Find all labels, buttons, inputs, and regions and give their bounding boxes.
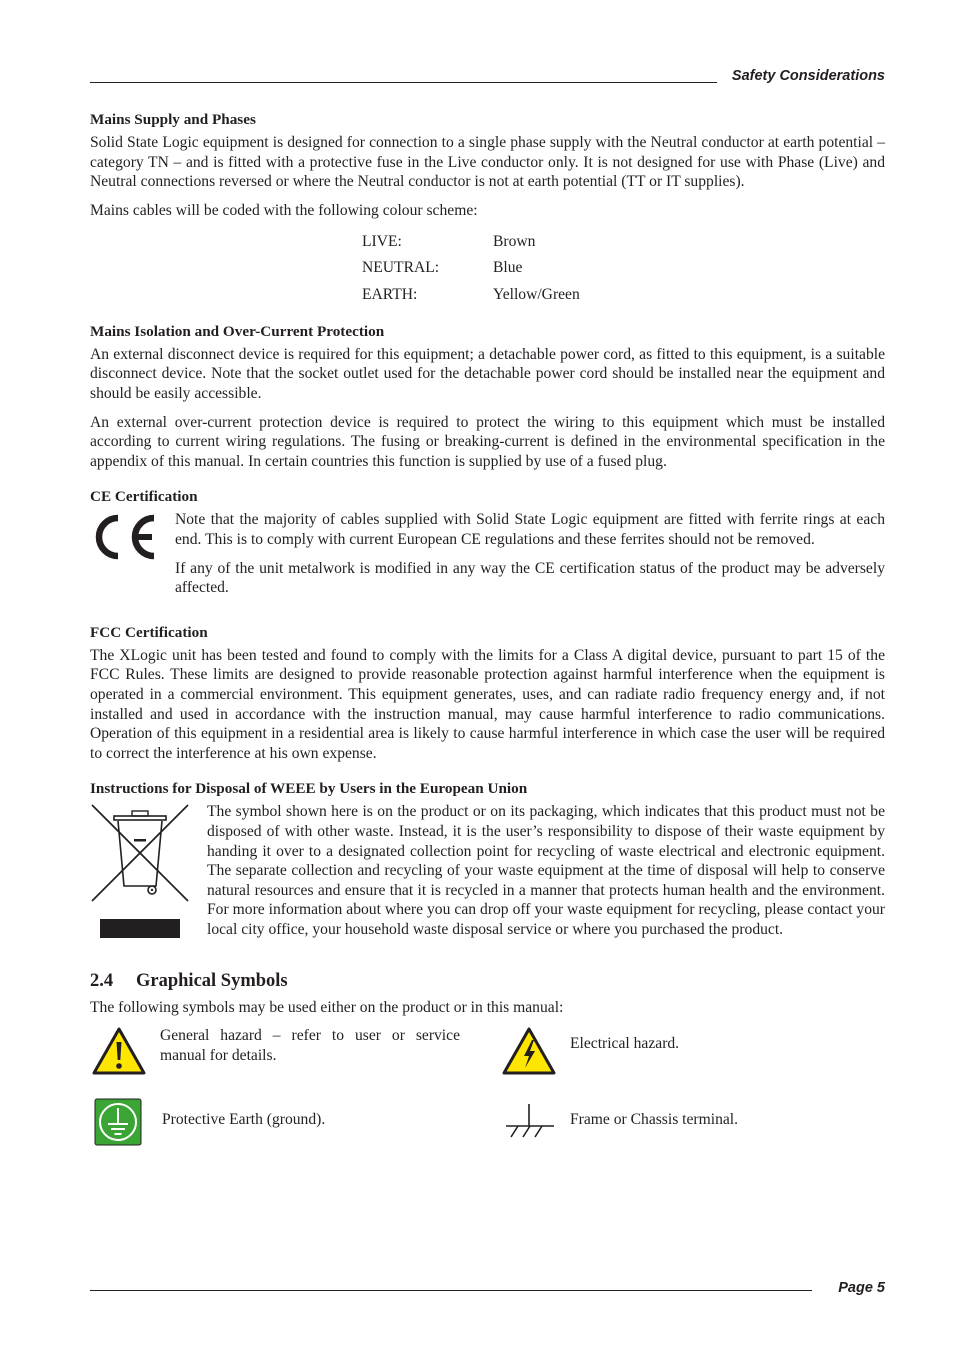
- fcc-para: The XLogic unit has been tested and found to comply with the limits for a Class A digital device, pursuant to part 15 of the FCC Rules. These limits are designed to provide reasonable protection against harmful interference when the equipment is operated in a commercial environment. This equipment generates, uses, and can radiate radio frequency energy and, if not installed and used in accordance with the instruction manual, may cause harmful interference to radio communications. Operation of this equipment in a residential area is likely to cause harmful interference in which case the user will be required to correct the interference at his own expense.: [90, 646, 885, 762]
- colour-value: Blue: [493, 259, 523, 277]
- colour-value: Brown: [493, 232, 536, 250]
- header-title: Safety Considerations: [731, 68, 885, 84]
- mains-para-2: Mains cables will be coded with the following colour scheme:: [90, 201, 478, 219]
- ce-section: [90, 487, 885, 606]
- header-rule: [90, 82, 717, 83]
- colour-label: EARTH:: [362, 285, 418, 303]
- symbol-protective-earth: [94, 1098, 460, 1151]
- colour-scheme-table: [362, 228, 580, 308]
- colour-label: LIVE:: [362, 232, 402, 250]
- section-number: 2.4: [90, 970, 114, 991]
- symbols-grid: [90, 1026, 885, 1166]
- weee-text: [207, 802, 885, 948]
- section-title: [90, 969, 885, 993]
- mains-heading: Mains Supply and Phases: [90, 111, 256, 128]
- ce-heading: CE Certification: [90, 488, 198, 506]
- electrical-hazard-icon: [502, 1026, 570, 1081]
- colour-row: [362, 281, 580, 308]
- ce-para-1: Note that the majority of cables supplied with Solid State Logic equipment are fitted with ferrite rings at each end. This is to comply with current European CE regulations and these ferrites should not be removed.: [175, 511, 885, 549]
- symbol-electrical-hazard: [502, 1026, 885, 1081]
- colour-label: NEUTRAL:: [362, 259, 440, 277]
- section-name: Graphical Symbols: [136, 970, 288, 991]
- ce-mark-icon: [90, 510, 175, 567]
- colour-row: [362, 255, 580, 282]
- page-content: [90, 110, 885, 1166]
- mains-para-1: Solid State Logic equipment is designed for connection to a single phase supply with the Neutral conductor at earth potential – category TN – and is fitted with a protective fuse in the Live conductor only. It is not designed for use with Phase (Live) and Neutral connections reversed or where the Neutral conductor is not at earth potential (TT or IT supplies).: [90, 134, 885, 191]
- colour-value: Yellow/Green: [493, 285, 580, 303]
- weee-bin-icon: [90, 802, 207, 947]
- isolation-para-1: An external disconnect device is required for this equipment; a detachable power cord, as fitted to this equipment, is a suitable disconnect device. Note that the socket outlet used for the detachable power cord should be installed near the equipment and should be easily accessible.: [90, 345, 885, 403]
- symbol-text: General hazard – refer to user or service manual for details.: [160, 1027, 460, 1064]
- fcc-section: [90, 623, 885, 764]
- isolation-para-2: An external over-current protection device is required to protect the wiring to this equipment which must be installed according to current wiring regulations. The fusing or breaking-current is defined in the environmental specification in the appendix of this manual. In certain countries this function is supplied by use of a fused plug.: [90, 413, 885, 470]
- fcc-heading: FCC Certification: [90, 623, 208, 641]
- general-hazard-icon: [92, 1026, 160, 1081]
- symbol-text: Frame or Chassis terminal.: [570, 1111, 739, 1129]
- ce-para-2: If any of the unit metalwork is modified in any way the CE certification status of the product may be adversely affected.: [175, 559, 885, 597]
- symbol-text: Protective Earth (ground).: [162, 1111, 326, 1129]
- ce-text: [175, 510, 885, 606]
- graphical-intro: The following symbols may be used either on the product or in this manual:: [90, 998, 564, 1016]
- protective-earth-icon: [94, 1098, 162, 1151]
- page-number: Page 5: [838, 1280, 885, 1296]
- footer-rule: [90, 1290, 812, 1291]
- weee-heading: Instructions for Disposal of WEEE by Users in the European Union: [90, 780, 528, 798]
- symbol-general-hazard: [92, 1026, 460, 1081]
- isolation-heading: Mains Isolation and Over-Current Protection: [90, 322, 385, 340]
- weee-section: [90, 779, 885, 948]
- weee-para: The symbol shown here is on the product or on its packaging, which indicates that this product must not be disposed of with other waste. Instead, it is the user’s responsibility to dispose of their waste equipment by handing it over to a designated collection point for recycling of waste electrical and electronic equipment. The separate collection and recycling of your waste equipment at the time of disposal will help to conserve natural resources and ensure that it is recycled in a manner that protects human health and the environment. For more information about where you can drop off your waste equipment for recycling, please contact your local city office, your household waste disposal service or where you purchased the product.: [207, 803, 885, 938]
- weee-row: [90, 802, 885, 948]
- colour-row: [362, 228, 580, 255]
- ce-row: [90, 510, 885, 606]
- symbol-chassis-terminal: [502, 1098, 885, 1149]
- symbol-text: Electrical hazard.: [570, 1035, 680, 1053]
- chassis-terminal-icon: [502, 1098, 570, 1149]
